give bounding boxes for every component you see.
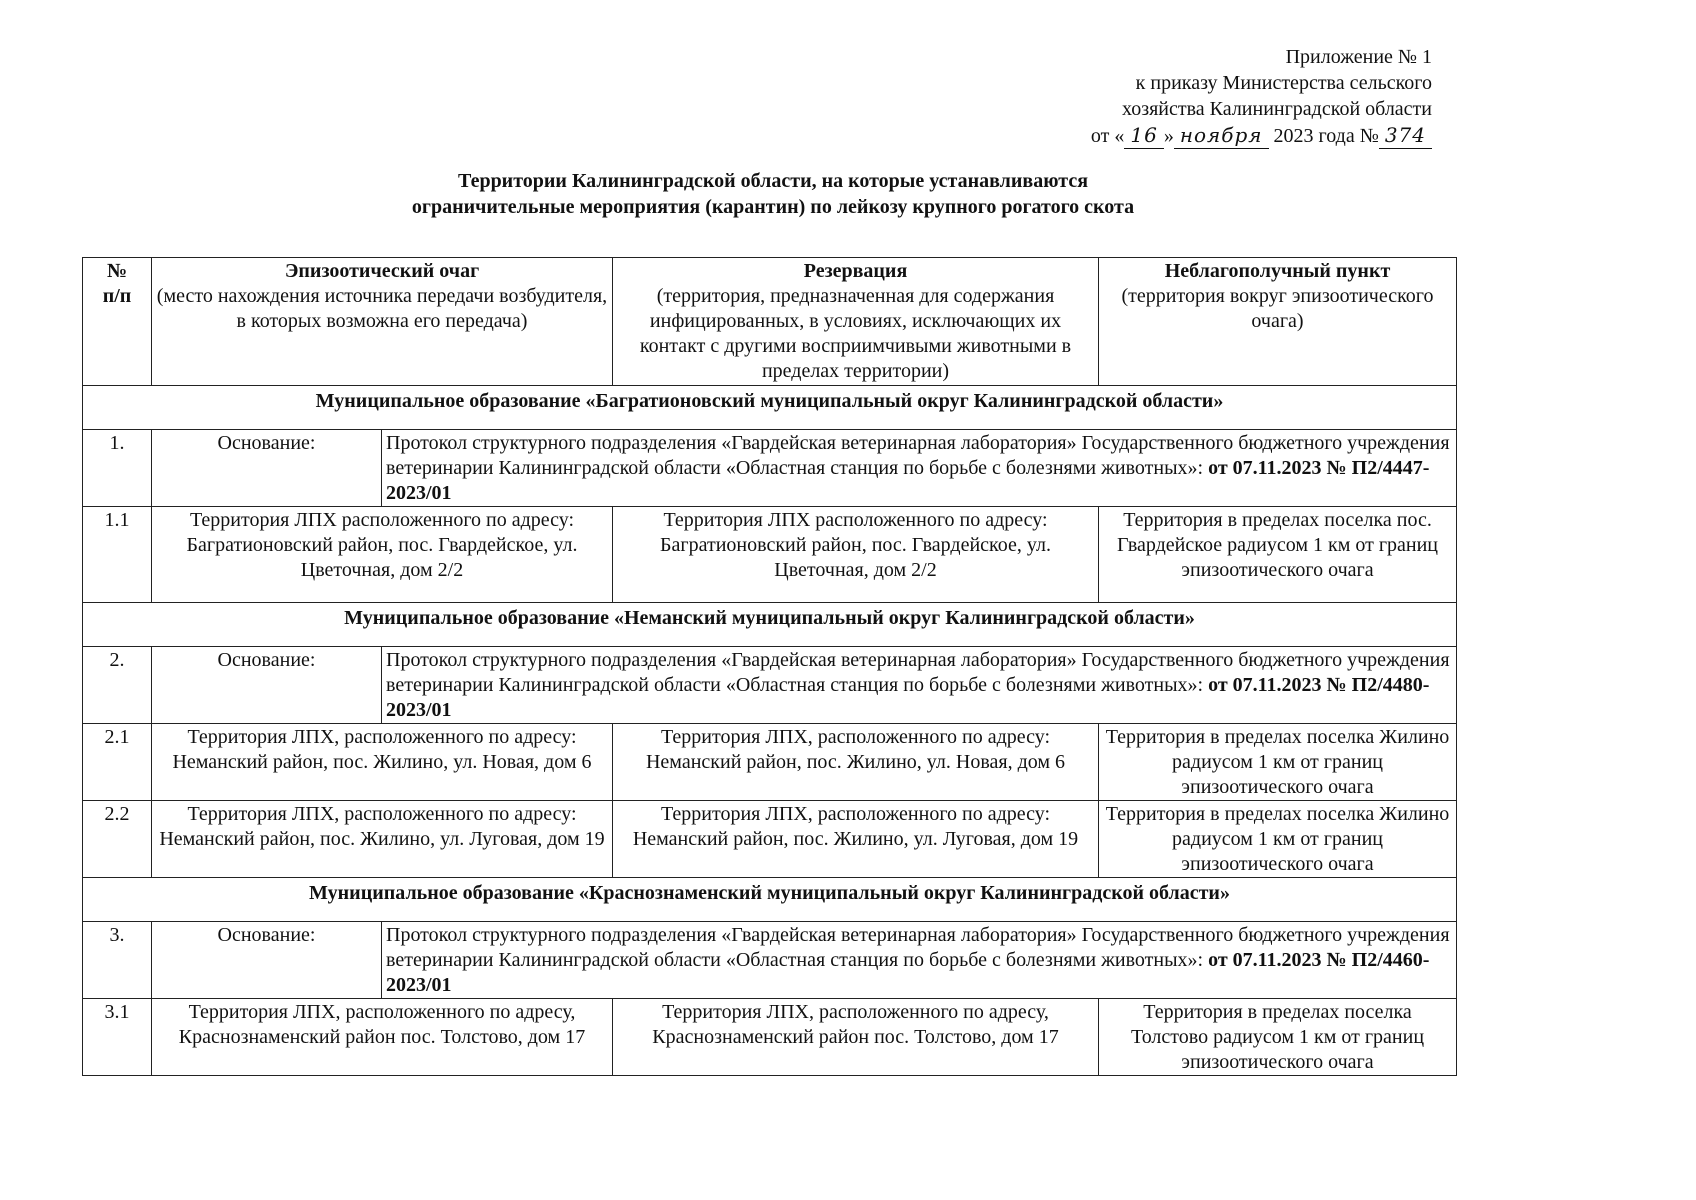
basis-text-cell: [382, 922, 1457, 999]
municipality-row: [83, 386, 1457, 430]
quarantine-table: [82, 257, 1457, 1076]
basis-text-cell: [382, 647, 1457, 724]
table-row: [83, 999, 1457, 1076]
row-focus: Территория ЛПХ, расположенного по адресу: Неманский район, пос. Жилино, ул. Новая, дом 6: [152, 724, 613, 801]
basis-row: [83, 430, 1457, 507]
handwritten-order-number: 374: [1379, 122, 1432, 149]
basis-num: 3.: [83, 922, 152, 999]
appendix-date-line: [1091, 122, 1432, 149]
row-reserve: Территория ЛПХ, расположенного по адресу, Краснознаменский район пос. Толстово, дом 17: [613, 999, 1099, 1076]
header-focus: Эпизоотический очаг (место нахождения источника передачи возбудителя, в которых возможна его передача): [152, 258, 613, 386]
appendix-title: Приложение № 1: [1285, 46, 1432, 68]
row-num: 1.1: [83, 507, 152, 603]
basis-num: 1.: [83, 430, 152, 507]
row-focus: Территория ЛПХ, расположенного по адресу: Неманский район, пос. Жилино, ул. Луговая, дом 19: [152, 801, 613, 878]
basis-text: Протокол структурного подразделения «Гвардейская ветеринарная лаборатория» Государственного бюджетного учреждения ветеринарии Калининградской области «Областная станция по борьбе с болезнями животных»:: [386, 649, 1450, 696]
table-row: [83, 507, 1457, 603]
municipality-title: Муниципальное образование «Краснознаменский муниципальный округ Калининградской области»: [83, 878, 1457, 922]
basis-label: Основание:: [152, 647, 382, 724]
appendix-line-ministry: хозяйства Калининградской области: [1121, 98, 1432, 120]
row-num: 2.1: [83, 724, 152, 801]
basis-label: Основание:: [152, 430, 382, 507]
appendix-block: [1091, 44, 1432, 149]
header-num: № п/п: [83, 258, 152, 386]
row-unsafe: Территория в пределах поселка пос. Гвардейское радиусом 1 км от границ эпизоотического очага: [1099, 507, 1457, 603]
title-line-2: ограничительные мероприятия (карантин) по лейкозу крупного рогатого скота: [411, 196, 1135, 218]
document-title: [0, 168, 1546, 220]
row-num: 2.2: [83, 801, 152, 878]
handwritten-month: ноября: [1174, 122, 1269, 149]
row-num: 3.1: [83, 999, 152, 1076]
handwritten-day: 16: [1124, 122, 1163, 149]
row-unsafe: Территория в пределах поселка Толстово радиусом 1 км от границ эпизоотического очага: [1099, 999, 1457, 1076]
table-header-row: [83, 258, 1457, 386]
date-prefix: от «: [1090, 125, 1125, 147]
row-focus: Территория ЛПХ расположенного по адресу: Багратионовский район, пос. Гвардейское, ул. Цветочная, дом 2/2: [152, 507, 613, 603]
appendix-line-order: к приказу Министерства сельского: [1135, 72, 1432, 94]
municipality-row: [83, 878, 1457, 922]
basis-row: [83, 647, 1457, 724]
basis-label: Основание:: [152, 922, 382, 999]
basis-text-cell: [382, 430, 1457, 507]
row-reserve: Территория ЛПХ, расположенного по адресу: Неманский район, пос. Жилино, ул. Новая, дом 6: [613, 724, 1099, 801]
municipality-row: [83, 603, 1457, 647]
title-line-1: Территории Калининградской области, на которые устанавливаются: [457, 170, 1089, 192]
row-reserve: Территория ЛПХ, расположенного по адресу: Неманский район, пос. Жилино, ул. Луговая, дом 19: [613, 801, 1099, 878]
row-reserve: Территория ЛПХ расположенного по адресу: Багратионовский район, пос. Гвардейское, ул. Цветочная, дом 2/2: [613, 507, 1099, 603]
municipality-title: Муниципальное образование «Неманский муниципальный округ Калининградской области»: [83, 603, 1457, 647]
row-unsafe: Территория в пределах поселка Жилино радиусом 1 км от границ эпизоотического очага: [1099, 801, 1457, 878]
basis-ref: от 07.11.2023 № П2/4447-2023/01: [386, 457, 1430, 504]
municipality-title: Муниципальное образование «Багратионовский муниципальный округ Калининградской области»: [83, 386, 1457, 430]
basis-ref: от 07.11.2023 № П2/4480-2023/01: [386, 674, 1430, 721]
basis-text: Протокол структурного подразделения «Гвардейская ветеринарная лаборатория» Государственного бюджетного учреждения ветеринарии Калининградской области «Областная станция по борьбе с болезнями животных»:: [386, 432, 1450, 479]
basis-row: [83, 922, 1457, 999]
basis-num: 2.: [83, 647, 152, 724]
date-suffix: 2023 года №: [1273, 125, 1379, 147]
table-row: [83, 801, 1457, 878]
row-unsafe: Территория в пределах поселка Жилино радиусом 1 км от границ эпизоотического очага: [1099, 724, 1457, 801]
date-mid: »: [1163, 125, 1174, 147]
basis-ref: от 07.11.2023 № П2/4460-2023/01: [386, 949, 1430, 996]
table-row: [83, 724, 1457, 801]
basis-text: Протокол структурного подразделения «Гвардейская ветеринарная лаборатория» Государственного бюджетного учреждения ветеринарии Калининградской области «Областная станция по борьбе с болезнями животных»:: [386, 924, 1450, 971]
header-reserve: Резервация (территория, предназначенная для содержания инфицированных, в условиях, исключающих их контакт с другими восприимчивыми животными в пределах территории): [613, 258, 1099, 386]
header-unsafe: Неблагополучный пункт (территория вокруг эпизоотического очага): [1099, 258, 1457, 386]
row-focus: Территория ЛПХ, расположенного по адресу, Краснознаменский район пос. Толстово, дом 17: [152, 999, 613, 1076]
